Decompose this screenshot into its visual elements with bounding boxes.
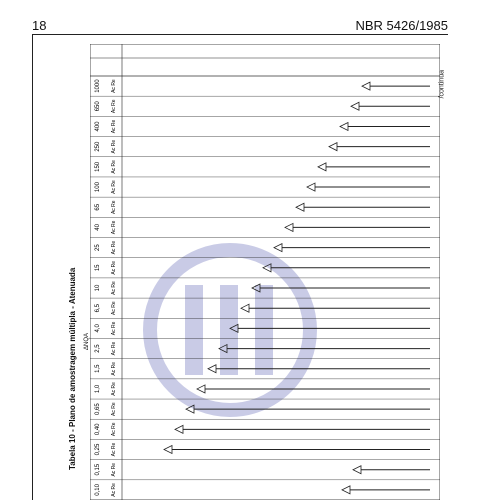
ac-re-label: Ac Re bbox=[111, 119, 117, 134]
arrow-head bbox=[318, 163, 326, 171]
column-value: 25 bbox=[95, 244, 101, 251]
column-value: 15 bbox=[95, 264, 101, 272]
ac-re-label: Ac Re bbox=[111, 79, 117, 93]
page-number: 18 bbox=[32, 18, 47, 33]
column-value: 1,0 bbox=[95, 384, 101, 394]
ac-re-label: Ac Re bbox=[111, 382, 117, 396]
nqa-label: ΔNQA bbox=[84, 332, 90, 350]
ac-re-label: Ac Re bbox=[111, 402, 117, 416]
arrow-head bbox=[252, 284, 260, 292]
column-value: 1,5 bbox=[95, 364, 101, 373]
arrow-head bbox=[353, 466, 361, 474]
column-value: 2,5 bbox=[95, 344, 101, 353]
column-value: 150 bbox=[95, 161, 101, 172]
continua-label: /continua bbox=[438, 70, 445, 99]
arrow-head bbox=[340, 122, 348, 130]
ac-re-label: Ac Re bbox=[111, 220, 117, 235]
arrow-head bbox=[362, 82, 370, 90]
column-value: 400 bbox=[95, 121, 101, 132]
ac-re-label: Ac Re bbox=[111, 200, 117, 215]
ac-re-label: Ac Re bbox=[111, 422, 117, 437]
column-value: 40 bbox=[95, 224, 101, 231]
column-value: 0,65 bbox=[95, 403, 101, 415]
arrow-head bbox=[175, 425, 183, 433]
column-value: 0,40 bbox=[95, 423, 101, 436]
ac-re-label: Ac Re bbox=[111, 240, 117, 255]
column-value: 10 bbox=[95, 284, 101, 292]
arrow-head bbox=[263, 264, 271, 272]
column-value: 0,10 bbox=[95, 484, 101, 496]
standard-code: NBR 5426/1985 bbox=[355, 18, 448, 33]
column-value: 0,25 bbox=[95, 443, 101, 456]
ac-re-label: Ac Re bbox=[111, 160, 117, 174]
ac-re-label: Ac Re bbox=[111, 139, 117, 154]
arrow-head bbox=[241, 304, 249, 312]
column-value: 6,5 bbox=[95, 304, 101, 313]
arrow-head bbox=[342, 486, 350, 494]
ac-re-label: Ac Re bbox=[111, 321, 117, 336]
arrow-head bbox=[208, 365, 216, 373]
column-value: 100 bbox=[95, 182, 101, 193]
page-frame-left bbox=[32, 34, 33, 500]
sampling-table bbox=[90, 44, 440, 500]
arrow-head bbox=[230, 324, 238, 332]
table-caption: Tabela 10 - Plano de amostragem múltipla - Atenuada bbox=[68, 267, 77, 470]
ac-re-label: Ac Re bbox=[111, 341, 117, 356]
column-value: 0,15 bbox=[95, 463, 101, 476]
arrow-head bbox=[285, 223, 293, 231]
arrow-head bbox=[351, 102, 359, 110]
ac-re-label: Ac Re bbox=[111, 99, 117, 114]
ac-re-label: Ac Re bbox=[111, 301, 117, 316]
ac-re-label: Ac Re bbox=[111, 281, 117, 295]
arrow-head bbox=[197, 385, 205, 393]
column-value: 4,0 bbox=[95, 324, 101, 333]
arrow-head bbox=[219, 345, 227, 353]
ac-re-label: Ac Re bbox=[111, 260, 117, 275]
ac-re-label: Ac Re bbox=[111, 361, 117, 376]
table-border bbox=[90, 44, 440, 500]
ac-re-label: Ac Re bbox=[111, 442, 117, 457]
column-value: 650 bbox=[95, 101, 101, 112]
ac-re-label: Ac Re bbox=[111, 180, 117, 194]
arrow-head bbox=[164, 446, 172, 454]
column-value: 250 bbox=[95, 141, 101, 152]
ac-re-label: Ac Re bbox=[111, 483, 117, 497]
arrow-head bbox=[329, 143, 337, 151]
column-value: 65 bbox=[95, 203, 101, 211]
ac-re-label: Ac Re bbox=[111, 462, 117, 477]
arrow-head bbox=[296, 203, 304, 211]
arrow-head bbox=[186, 405, 194, 413]
arrow-head bbox=[307, 183, 315, 191]
arrow-head bbox=[274, 244, 282, 252]
header-rule bbox=[32, 34, 448, 35]
column-value: 1000 bbox=[95, 79, 101, 93]
